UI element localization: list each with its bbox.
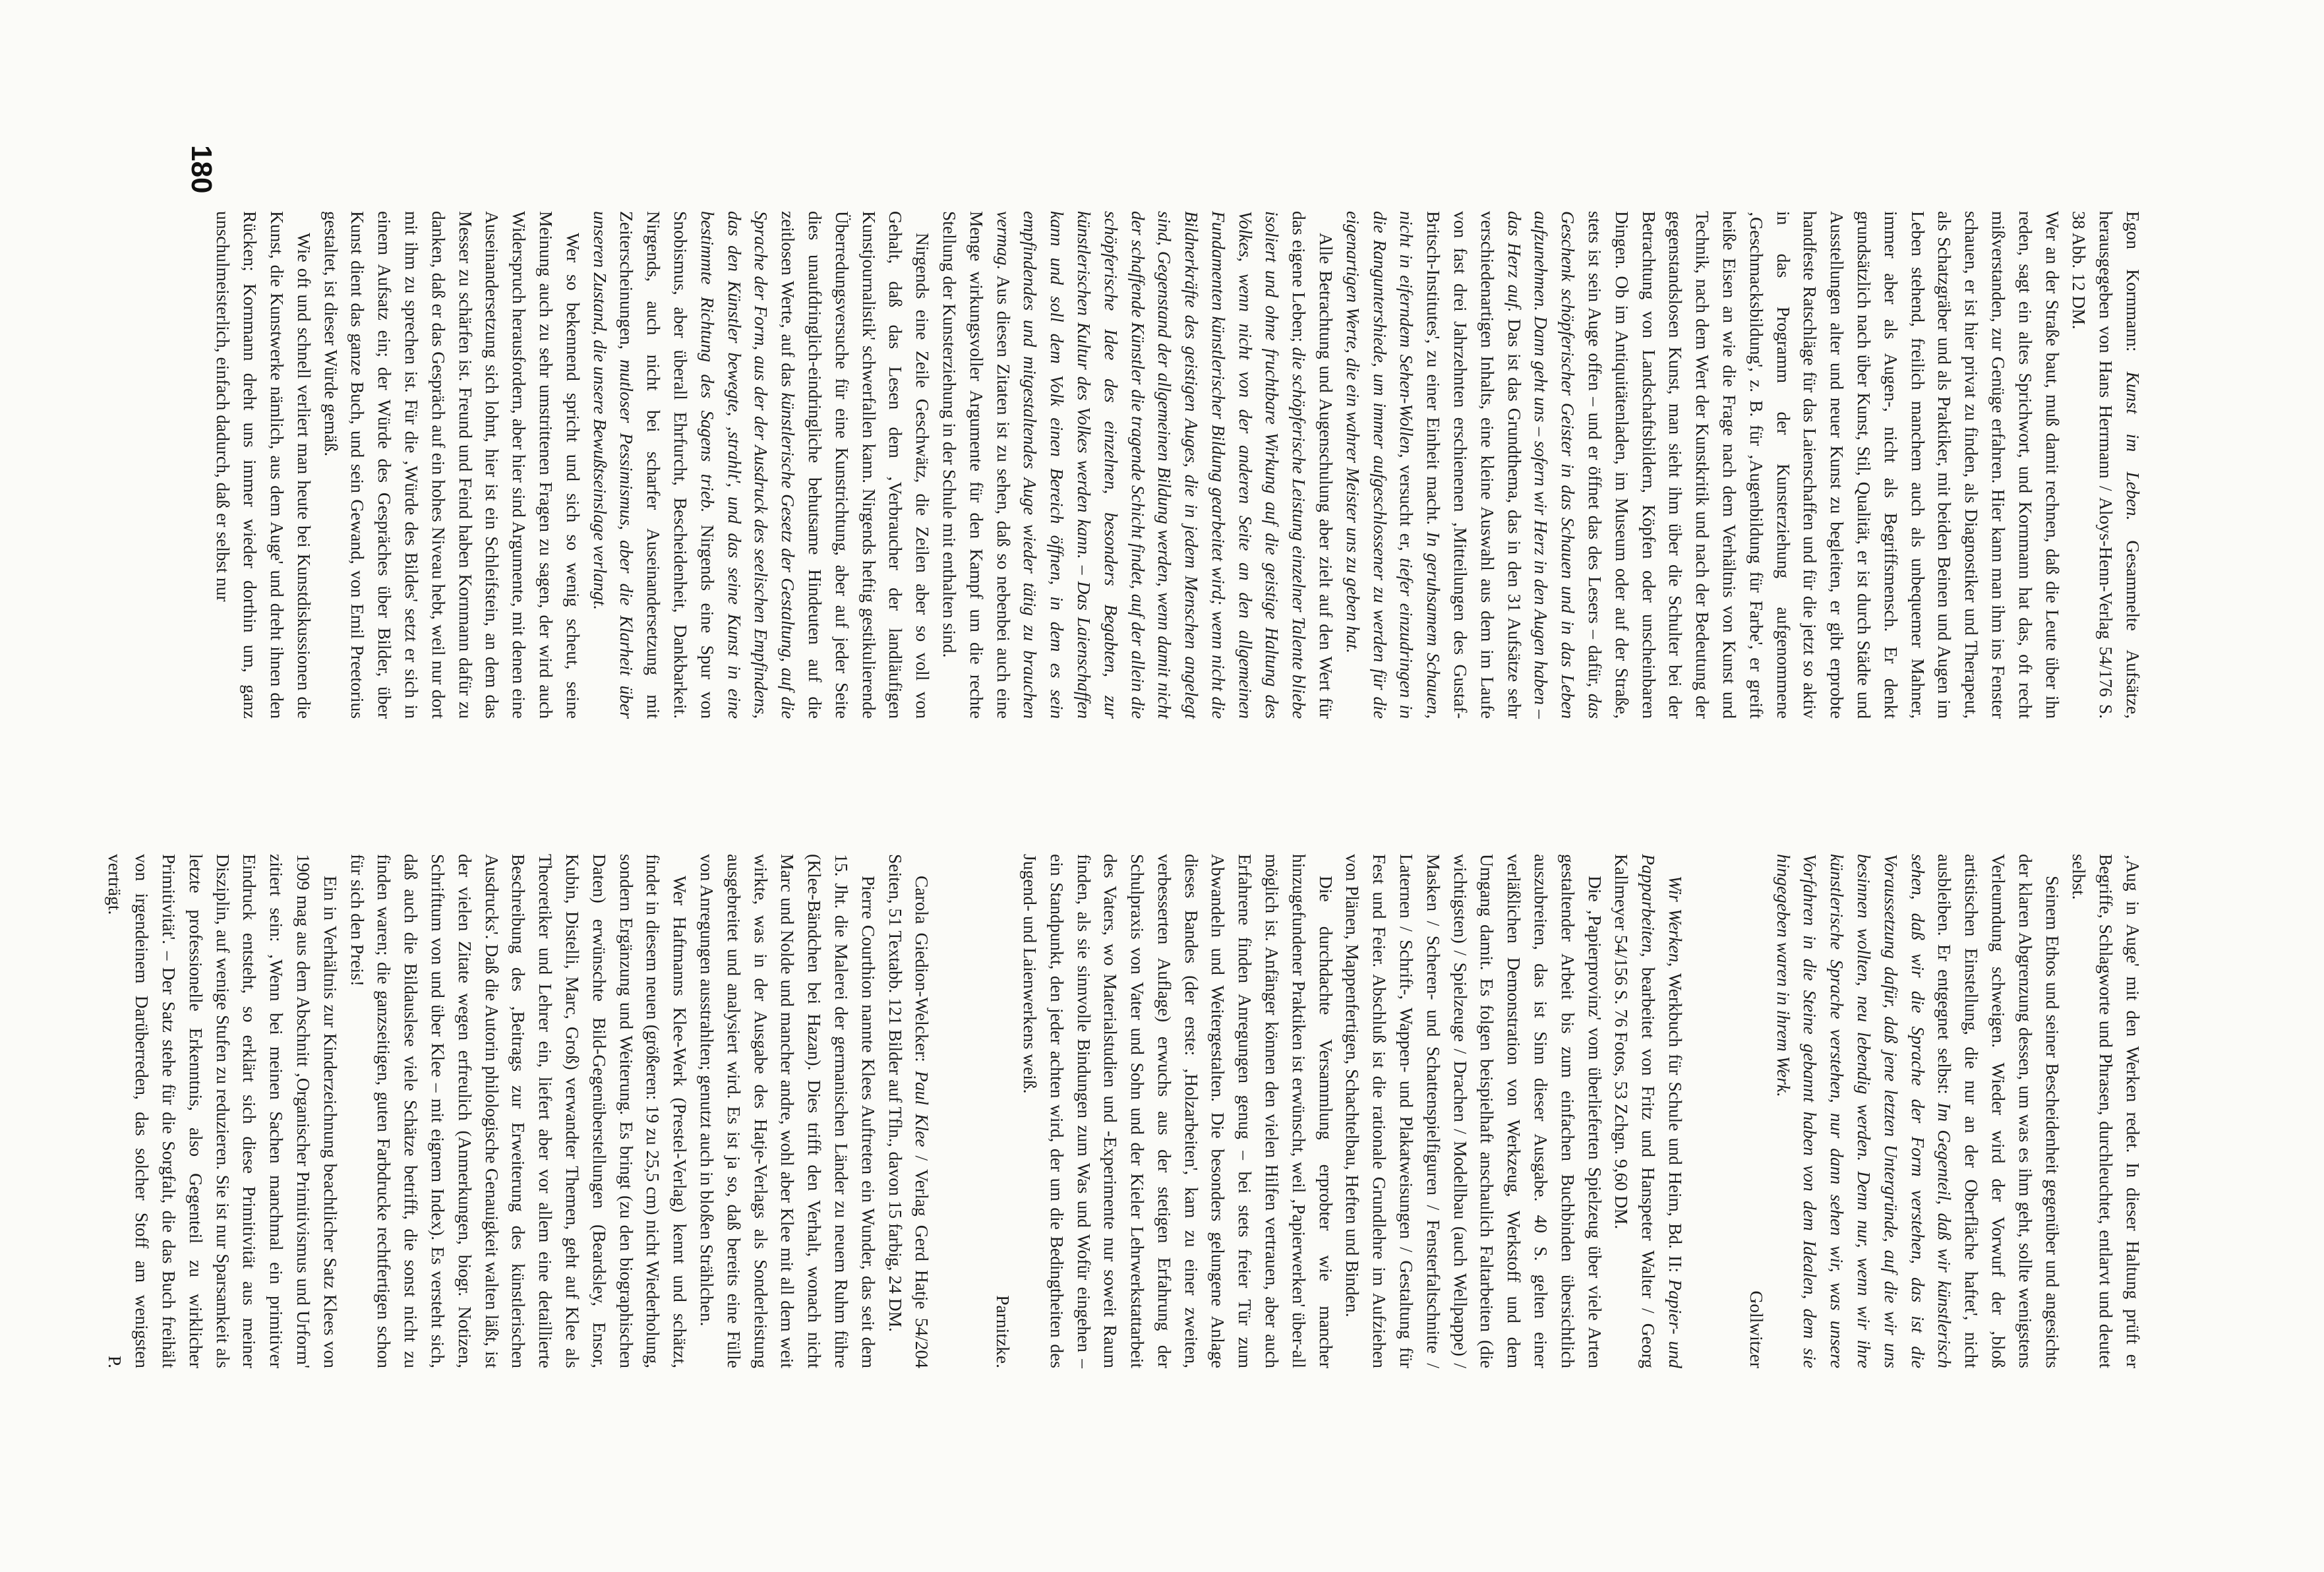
review-paragraph: [102, 854, 343, 1368]
reviewer-signature: Gollwitzer: [1746, 1290, 1767, 1368]
review-text: Das ist das Grundthema, das in den 31 Aufsätze sehr verschiedenartigen Inhalts, eine kleine Auswahl aus dem im Laufe von fast drei Jahrzehnten erschienenen ‚Mitteilungen des Gustaf-Britsch-Institutes', zu einer Einheit macht.: [1423, 211, 1525, 719]
heading-book-title: Paul Klee: [912, 1070, 933, 1147]
review-paragraph: [936, 211, 1339, 719]
review-quote: In geruhsamem Schauen, nicht in eiferndem Sehen-Wollen,: [1396, 211, 1445, 719]
heading-author: Egon Kornmann:: [2123, 211, 2143, 372]
page-number: 180: [185, 145, 218, 194]
heading-text: Werkbuch für Schule und Heim, Bd. II:: [1665, 967, 1686, 1280]
heading-author: Carola Giedion-Welcker:: [912, 876, 933, 1071]
left-column: [194, 211, 2146, 719]
review-wir-werken-heading: [1608, 854, 1688, 1368]
review-quote: künstlerische Gesetz der Gestaltung, auf die Sprache der Form, aus der der Ausdruck des seelischen Empfindens, das den Künstler bewegte, ‚strahlt', und das seine Kunst in eine bestimmte Richtung des Sagens trieb.: [697, 211, 799, 719]
review-paragraph: [1770, 854, 2066, 1368]
review-quote: die schöpferische Leistung einzelner Talente bliebe isoliert und ohne fruchtbare Wirkung auf die geistige Haltung des Volkes, wenn nicht von der anderen Seite an den allgemeinen Fundamenten künstlerischer Bildung gearbeitet wird; wenn nicht die Bildnerkräfte des geistigen Auges, die in jedem Menschen angelegt sind, Gegenstand der allgemeinen Bildung werden, wenn damit nicht der schaffende Künstler die tragende Schicht findet, auf der allein die schöpferische Idee des einzelnen, besonders Begabten, zur künstlerischen Kultur des Volkes werden kann. – Das Laienschaffen kann und soll dem Volk einen Bereich öffnen, in dem es sein empfindendes und mitgestaltendes Auge wieder tätig zu brauchen vermag.: [993, 211, 1310, 719]
review-text: Nirgends eine Zeile Geschwätz, die Zeilen aber so voll von Gehalt, daß das Lesen dem ‚Verbraucher der landläufigen Kunstjournalistik' schwerfallen kann. Nirgends heftig gestikulierende Überredungsversuche für eine Kunstrichtung, aber auf jeder Seite dies unaufdringlich-eindringliche behutsame Hindeuten auf die zeitlosen Werte, auf das: [778, 211, 934, 719]
heading-publication-details: Gesammelte Aufsätze, herausgegeben von Hans Herrmann / Aloys-Henn-Verlag 54/176 S. 38 Abb. 12 DM.: [2069, 211, 2143, 719]
reviewer-signature: P.: [105, 1355, 126, 1368]
review-continuation: ‚Aug in Auge' mit den Werken redet. In dieser Haltung prüft er Begriffe, Schlagworte und Phrasen, durchleuchtet, entlarvt und deutet selbst.: [2069, 854, 2143, 1368]
section-spacer: [935, 854, 989, 1368]
review-paragraph: Die ‚Papierprovinz' vom überlieferten Spielzeug über viele Arten gestaltender Arbeit bis zum einfachen Buchbinden übersichtlich auszubreiten, das ist Sinn dieser Ausgabe. 40 S. gelten einer verläßlichen Demonstration von Werkzeug, Werkstoff und dem Umgang damit. Es folgen beispielhaft anschaulich Faltarbeiten (die wichtigsten) / Spielzeuge / Drachen / Modellbau (auch Wellpappe) / Masken / Scheren- und Schattenspielfiguren / Fensterfaltschnitte / Laternen / Schrift-, Wappen- und Plakatweisungen / Gestaltung für Fest und Feier. Abschluß ist die rationale Grundlehre im Aufziehen von Plänen, Mappenfertigen, Schachtelbau, Heften und Binden.: [1342, 854, 1605, 1368]
review-quote: das Geschenk schöpferischer Geister in das Schauen und in das Leben aufzunehmen. Dann geht uns – sofern wir Herz in den Augen haben – das Herz auf.: [1504, 211, 1606, 719]
review-paragraph: Wer an der Straße baut, muß damit rechnen, daß die Leute über ihn reden, sagt ein altes Sprichwort, und Kornmann hat das, oft recht mißverstanden, zur Genüge erfahren. Hier kann man ihm ins Fenster schauen, er ist hier privat zu finden, als Diagnostiker und Therapeut, als Schatzgräber und als Praktiker, mit beiden Beinen und Augen im Leben stehend, freilich manchem auch als unbequemer Mahner, immer aber als Augen-, nicht als Begriffsmensch. Er denkt grundsätzlich nach über Kunst, Stil, Qualität, er ist durch Städte und Ausstellungen alter und neuer Kunst zu begleiten, er gibt erprobte handfeste Ratschläge für das Laienschaffen und für die jetzt so aktiv in das Programm der Kunsterziehung aufgenommene ‚Geschmacksbildung', z. B. für ‚Augenbildung für Farbe', er greift heiße Eisen an wie die Frage nach dem Verhältnis von Kunst und Technik, nach dem Wert der Kunstkritik und nach der Bedeutung der gegenstandslosen Kunst, man sieht ihm über die Schulter bei der Betrachtung von Landschaftsbildern, Köpfen oder unscheinbaren Dingen. Ob im Antiquitätenladen, im Museum oder auf der Straße, stets ist sein Auge offen – und er öffnet das des Lesers – dafür,: [1585, 211, 2063, 719]
review-text: Nirgends eine Spur von Snobismus, aber überall Ehrfurcht, Bescheidenheit, Dankbarkeit. Nirgends, auch nicht bei scharfer Auseinandersetzung mit Zeiterscheinungen,: [616, 211, 718, 719]
right-column: [105, 854, 2146, 1368]
review-paragraph: Die durchdachte Versammlung erprobter wie mancher hinzugefundener Praktiken ist erwünscht, weil ‚Papierwerken' über-all möglich ist. Anfänger können den vielen Hilfen vertrauen, aber auch Erfahrene finden Anregungen genug – bei stets freier Tür zum Abwandeln und Weitergestalten. Die besonders gelungene Anlage dieses Bandes (der erste: ‚Holzarbeiten', kam zu einer zweiten, verbesserten Auflage) erwuchs aus der stetigen Erfahrung der Schulpraxis von Vater und Sohn und der Kieler Lehrwerkstattarbeit des Vaters, wo Materialstudien und -Experimente nur soweit Raum finden, als sie sinnvolle Bindungen zum Was und Wofür eingehen – ein Standpunkt, den jeder achten wird, der um die Bedingtheiten des Jugend- und Laienwerkens weiß.: [1019, 854, 1336, 1368]
heading-volume-title: Papier- und Papparbeiten,: [1638, 854, 1686, 1368]
review-klee-heading: [881, 854, 936, 1368]
heading-publication-details: bearbeitet von Fritz und Hanspeter Walter / Georg Kallmeyer 54/156 S. 76 Fotos, 53 Zchgn. 9,60 DM.: [1611, 854, 1659, 1368]
review-kornmann-heading: [2066, 211, 2146, 719]
review-text: Seinem Ethos und seiner Bescheidenheit gegenüber und angesichts der klaren Abgrenzung dessen, um was es ihm geht, sollte wenigstens Verleumdung schweigen. Wieder wird der Vorwurf der ‚bloß artistischen Einstellung, die nur an der Oberfläche haftet', nicht ausbleiben. Er entgegnet selbst:: [1934, 854, 2063, 1368]
heading-book-title: Kunst im Leben.: [2123, 371, 2143, 521]
review-text: Alle Betrachtung und Augenschulung aber zielt auf den Wert für das eigene Leben;: [1289, 211, 1337, 719]
review-paragraph: [586, 211, 936, 719]
review-paragraph: Pierre Courthion nannte Klees Auftreten ein Wunder, das seit dem 15. Jht. die Malerei der germanischen Länder zu neuem Ruhm führe (Klee-Bändchen bei Hazan). Dies trifft den Verhalt, wonach nicht Marc und Nolde und mancher andre, wohl aber Klee mit all dem weit wirkte, was in der Ausgabe des Hatje-Verlags als Sonderleistung ausgebreitet und analysiert wird. Es ist ja so, daß bereits eine Fülle von Anregungen ausstrahlten; genutzt auch in bloßen Strählchen.: [696, 854, 879, 1368]
review-paragraph: Wer Haftmanns Klee-Werk (Prestel-Verlag) kennt und schätzt, findet in diesem neuen (größeren: 19 zu 25,5 cm) nicht Wiederholung, sondern Ergänzung und Weiterung. Es bringt (zu den biographischen Daten) erwünschte Bild-Gegenüberstellungen (Beardsley, Ensor, Kubin, Distelli, Marc, Groß) verwandter Themen, geht auf Klee als Theoretiker und Lehrer ein, liefert aber vor allem eine detaillierte Beschreibung des ‚Beitrags zur Erweiterung des künstlerischen Ausdrucks'. Daß die Autorin philologische Genauigkeit walten läßt, ist der vielen Zitate wegen erfreulich (Anmerkungen, biogr. Notizen, Schrifttum von und über Klee – mit eignem Index). Es versteht sich, daß auch die Bildauslese viele Schätze betrifft, die sonst nicht zu finden waren; die ganzseitigen, guten Farbdrucke rechtfertigen schon für sich den Preis!: [347, 854, 691, 1368]
review-text: Ein in Verhältnis zur Kinderzeichnung beachtlicher Satz Klees von 1909 mag aus dem Abschnitt ‚Organischer Primitivismus und Urform' zitiert sein: ‚Wenn bei meinen Sachen manchmal ein primitiver Eindruck entsteht, so erklärt sich diese Primitivität aus meiner Disziplin, auf wenige Stufen zu reduzieren. Sie ist nur Sparsamkeit als letzte professionelle Erkenntnis, also Gegenteil zu wirklicher Primitivität'. – Der Satz stehe für die Sorgfalt, die das Buch freihält von irgendeinem Darüberreden, das solcher Stoff am wenigsten verträgt.: [105, 854, 341, 1368]
review-quote: mutloser Pessimismus, aber die Klarheit über unseren Zustand, die unsere Bewußtseinslage verlangt.: [589, 211, 638, 719]
review-quote: Im Gegenteil, daß wir künstlerisch sehen, daß wir die Sprache der Form verstehen, das ist die Voraussetzung dafür, daß jene letzten Untergründe, auf die wir uns besinnen wollten, neu lebendig werden. Denn nur, wenn wir ihre künstlerische Sprache verstehen, nur dann sehen wir, was unsere Vorfahren in die Steine gebannt haben von dem Idealen, dem sie hingegeben waren in ihrem Werk.: [1773, 854, 1955, 1368]
review-text: versucht er,: [1396, 458, 1417, 559]
review-paragraph: Wer so bekennend spricht und sich so wenig scheut, seine Meinung auch zu sehr umstrittenen Fragen zu sagen, der wird auch Widerspruch herausfordern, aber hier sind Argumente, mit denen eine Auseinandersetzung sich lohnt, hier ist ein Schleifstein, an dem das Messer zu schärfen ist. Freund und Feind haben Kornmann dafür zu danken, daß er das Gespräch auf ein hohes Niveau hebt, weil nur dort mit ihm zu sprechen ist. Für die ‚Würde des Bildes' setzt er sich in einem Aufsatz ein; der Würde des Gespräches über Bilder, über Kunst dient das ganze Buch, und sein Gewand, von Emil Preetorius gestaltet, ist dieser Würde gemäß.: [320, 211, 583, 719]
review-text: Aus diesen Zitaten ist zu sehen, daß so nebenbei auch eine Menge wirkungsvoller Argumente für den Kampf um die rechte Stellung der Kunsterziehung in der Schule mit enthalten sind.: [939, 211, 1014, 719]
reviewer-signature: Parnitzke.: [993, 1295, 1014, 1368]
heading-book-title: Wir Werken,: [1665, 876, 1686, 967]
heading-publication-details: / Verlag Gerd Hatje 54/204 Seiten, 51 Textabb. 121 Bilder auf Tfln., davon 15 farbig, 24 DM.: [885, 854, 933, 1368]
section-spacer: [1688, 854, 1743, 1368]
review-paragraph: Wie oft und schnell verliert man heute bei Kunstdiskussionen die Kunst, die Kunstwerke nämlich, aus dem Auge' und dreht ihnen den Rücken; Kornmann dreht uns immer wieder dorthin um, ganz unschulmeisterlich, einfach dadurch, daß er selbst nur: [213, 211, 314, 719]
review-quote: tiefer einzudringen in die Ranguntershiede, um immer aufgeschlossener zu werden für die eigenartigen Werte, die ein wahrer Meister uns zu geben hat.: [1342, 211, 1417, 719]
